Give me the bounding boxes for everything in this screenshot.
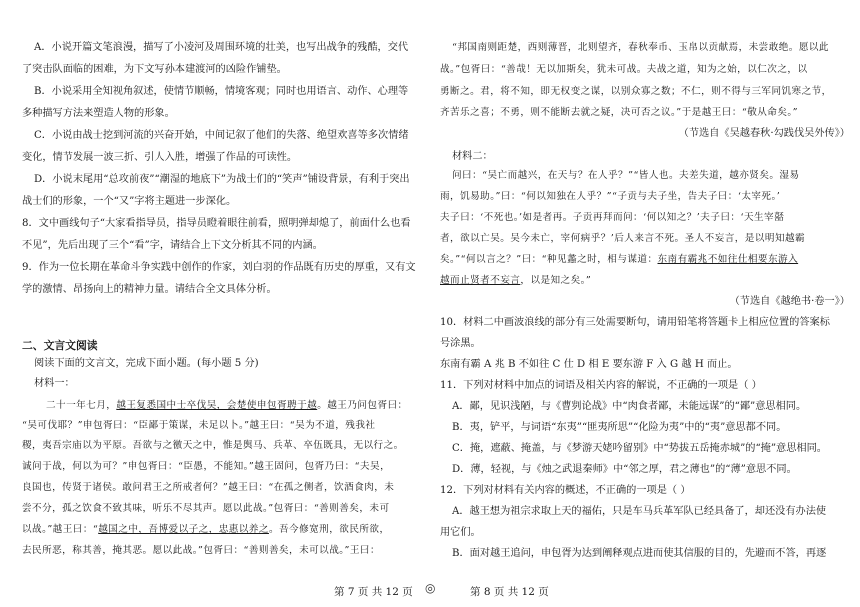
q7-option-d-line1: D．小说末尾用“总攻前夜”“潮湿的地底下”为战士们的“笑声”铺设背景，有利于突出: [34, 174, 410, 185]
underlined-sentence-1: 越王复悉国中士卒伐吴，会楚使申包胥聘于越: [116, 400, 318, 411]
classical-text-cont-line3: 勇断之。君，将不知，即无权变之谋，以别众寡之数；不仁，则不得与三军同饥寒之节，: [440, 86, 832, 97]
right-page-number: 第 8 页 共 12 页: [470, 586, 549, 598]
classical-text-cont-line1: “邦国南则距楚，西则薄晋，北则望齐，春秋奉币、玉帛以贡献焉，未尝敢绝。愿以此: [452, 42, 829, 53]
q11-option-b: B．夷，铲平，与词语“东夷”“匪夷所思”“化险为夷”中的“夷”意思都不同。: [452, 422, 787, 433]
left-page-number: 第 7 页 共 12 页: [334, 586, 413, 598]
classical-text-line8: 去民所恶，称其善，掩其恶。愿以此战。”包胥曰：“善则善矣，未可以战。”王曰：: [22, 545, 380, 556]
material-2-line5: 矣。”“何以言之？”曰：“种见蠡之时，相与谋道：东南有霸兆不如往仕相要东游入: [440, 254, 799, 265]
question-8-line1: 8．文中画线句子“大家看指导员，指导员瞪着眼往前看，照明弹却熄了，前面什么也看: [22, 218, 411, 229]
q7-option-a-line1: A．小说开篇文笔浪漫，描写了小凌河及周围环境的壮美，也写出战争的残酷，交代: [34, 42, 409, 53]
q7-option-b-line1: B．小说采用全知视角叙述，使情节顺畅，情境客观；同时也用语言、动作、心理等: [34, 86, 409, 97]
classical-text-line4: 诚问于战，何以为可？”申包胥曰：“臣愚，不能知。”越王固问，包胥乃曰：“夫吴，: [22, 461, 391, 472]
classical-text-cont-line4: 齐苦乐之喜；不勇，则不能断去就之疑，决可否之议。”于是越王曰：“敬从命矣。”: [440, 107, 798, 118]
underlined-sentence-2: 越国之中，吾博爱以子之，忠惠以养之: [98, 524, 269, 535]
q12-option-a-line2: 用它们。: [440, 527, 481, 538]
material-2-line1: 问曰：“吴亡而越兴，在天与？在人乎？”“皆人也。夫差失道，越亦贤矣。湿易: [452, 170, 800, 181]
classical-text-line6: 尝不分，孤之饮食不致其味，听乐不尽其声。愿以此战。”包胥曰：“善则善矣，未可: [22, 503, 390, 514]
q12-option-b-line1: B．面对越王追问，申包胥为达到阐释观点进而使其信服的目的，先避而不答，再逐: [452, 548, 827, 559]
section-instruction: 阅读下面的文言文，完成下面小题。(每小题 5 分): [34, 358, 259, 369]
q7-option-c-line2: 变化，情节发展一波三折、引人入胜，增强了作品的可读性。: [22, 152, 298, 163]
classical-text-line2: “吴可伐耶？”申包胥曰：“臣鄙于策谋，未足以卜。”越王曰：“吴为不道，残我社: [22, 420, 376, 431]
wavy-underline-part1: 东南有霸兆不如往仕相要东游入: [657, 254, 799, 265]
material-2-line6: 越而止贤者不妄言，以是知之矣。”: [440, 275, 592, 286]
q7-option-a-line2: 了突击队面临的困难，为下文写孙本建渡河的凶险作铺垫。: [22, 64, 287, 75]
question-10-line1: 10．材料二中画波浪线的部分有三处需要断句，请用铅笔将答题卡上相应位置的答案标: [440, 317, 830, 328]
section-title-classical-chinese: 二、文言文阅读: [22, 339, 98, 352]
q7-option-d-line2: 战士们的形象，一个“又”字将主题进一步深化。: [22, 196, 237, 207]
classical-text-line5: 良国也，传贤于诸侯。敢问君王之所戒者何？”越王曰：“在孤之侧者，饮酒食肉，未: [22, 482, 395, 493]
question-12-stem: 12．下列对材料有关内容的概述，不正确的一项是（ ）: [440, 485, 691, 496]
q12-option-a-line1: A．越王想为祖宗求取上天的福佑，只是车马兵革军队已经具备了，却还没有办法使: [452, 506, 827, 517]
material-2-line3: 夫子曰：‘不死也。’如是者再。子贡再拜而问：‘何以知之？’夫子曰：‘天生宰嚭: [440, 212, 785, 223]
question-8-line2: 不见”，先后出现了三个“看”字，请结合上下文分析其不同的内涵。: [22, 240, 323, 251]
center-mark-icon: ◎: [425, 581, 436, 595]
classical-text-line1: 二十一年七月，越王复悉国中士卒伐吴，会楚使申包胥聘于越。越王乃问包胥曰：: [46, 400, 408, 411]
question-11-stem: 11．下列对材料中加点的词语及相关内容的解说，不正确的一项是（ ）: [440, 380, 762, 391]
classical-text-line3: 稷，夷吾宗庙以为平原。吾欲与之徼天之中，惟是舆马、兵革、卒伍既具，无以行之。: [22, 440, 404, 451]
material-2-title: 材料二：: [452, 151, 493, 162]
classical-text-cont-line2: 战。”包胥曰：“善哉！无以加斯矣，犹未可战。夫战之道，知为之始，以仁次之，以: [440, 64, 808, 75]
question-10-sentence: 东南有霸 A 兆 B 不如往 C 仕 D 相 E 要东游 F 入 G 越 H 而止。: [440, 359, 738, 370]
source-citation-2: （节选自《越绝书·卷一》）: [729, 296, 850, 307]
question-9-line2: 学的激情、昂扬向上的精神力量。请结合全文具体分析。: [22, 284, 277, 295]
source-citation-1: （节选自《吴越春秋·勾践伐吴外传》）: [678, 128, 850, 139]
q7-option-b-line2: 多种描写方法来塑造人物的形象。: [22, 108, 175, 119]
material-1-title: 材料一：: [34, 378, 75, 389]
question-9-line1: 9．作为一位长期在革命斗争实践中创作的作家，刘白羽的作品既有历史的厚重，又有文: [22, 262, 416, 273]
material-2-line2: 雨，饥易助。”曰：“何以知独在人乎？”“子贡与夫子坐，告夫子曰：‘太宰死。’: [440, 191, 781, 202]
classical-text-line7: 以战。”越王曰：“越国之中，吾博爱以子之，忠惠以养之。吾今修宽刑，欲民所欲，: [22, 524, 390, 535]
q11-option-c: C．掩，遮蔽、掩盖，与《梦游天姥吟留别》中“势拔五岳掩赤城”的“掩”意思相同。: [452, 443, 827, 454]
q11-option-a: A．鄙，见识浅陋，与《曹刿论战》中“肉食者鄙，未能远谋”的“鄙”意思相同。: [452, 401, 807, 412]
wavy-underline-part2: 越而止贤者不妄言: [440, 275, 521, 286]
q11-option-d: D．薄，轻视，与《烛之武退秦师》中“邻之厚，君之薄也”的“薄”意思不同。: [452, 464, 797, 475]
material-2-line4: 者，欲以亡吴。吴今未亡，宰何病乎？’后人来言不死。圣人不妄言，是以明知越霸: [440, 233, 806, 244]
q7-option-c-line1: C．小说由战士挖到河流的兴奋开始，中间记叙了他们的失落、绝望欢喜等多次情绪: [34, 130, 409, 141]
question-10-line2: 号涂黑。: [440, 338, 481, 349]
